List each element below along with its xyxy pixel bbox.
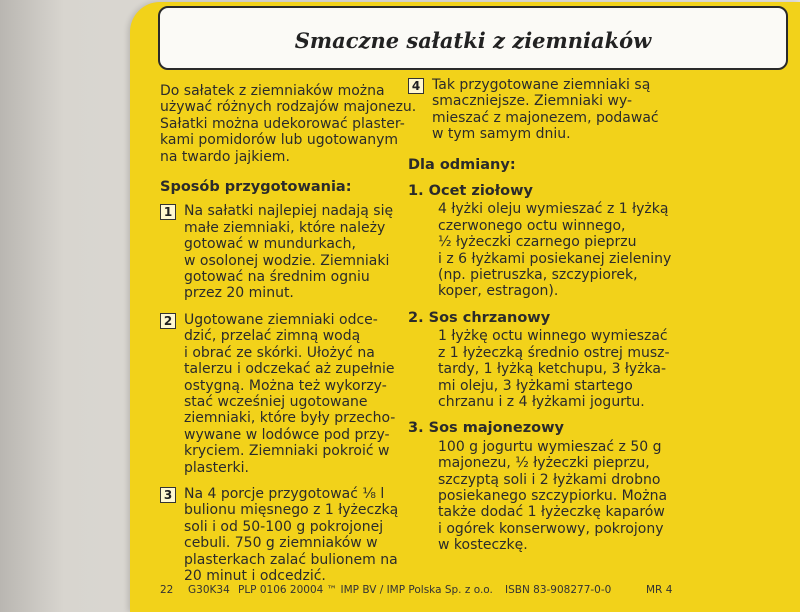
left-column [160, 83, 417, 594]
step-line: małe ziemniaki, które należy [184, 219, 386, 236]
variant-line: 1 łyżkę octu winnego wymieszać [438, 328, 668, 345]
isbn: ISBN 83-908277-0-0 [505, 584, 612, 596]
variant-line: koper, estragon). [438, 283, 559, 300]
variant-body [408, 328, 793, 410]
step-line: w tym samym dniu. [432, 126, 571, 143]
intro-line: używać różnych rodzajów majonezu. [160, 99, 417, 116]
step-line: bulionu mięsnego z 1 łyżeczką [184, 502, 399, 519]
variant-line: (np. pietruszka, szczypiorek, [438, 267, 638, 284]
step-3 [160, 486, 400, 584]
mr-code: MR 4 [646, 584, 673, 596]
variant-title: 2. Sos chrzanowy [408, 309, 551, 326]
step-line: wywane w lodówce pod przy- [184, 426, 390, 443]
variant-line: ½ łyżeczki czarnego pieprzu [438, 234, 637, 251]
variant-line: czerwonego octu winnego, [438, 217, 626, 234]
variant-body [408, 201, 793, 299]
step-line: soli i od 50-100 g pokrojonej [184, 518, 384, 535]
variant-title: 3. Sos majonezowy [408, 420, 564, 437]
variant-line: 100 g jogurtu wymieszać z 50 g [438, 438, 662, 455]
variant-line: mi oleju, 3 łyżkami startego [438, 377, 633, 394]
variant-line: szczyptą soli i 2 łyżkami drobno [438, 471, 661, 488]
step-line: smaczniejsze. Ziemniaki wy- [432, 93, 633, 110]
step-number-box: 4 [408, 78, 424, 94]
variant-line: i ogórek konserwowy, pokrojony [438, 520, 664, 537]
variant-body [408, 439, 793, 554]
variant-2 [408, 310, 793, 410]
step-line: przez 20 minut. [184, 285, 294, 302]
step-line: ostygną. Można też wykorzy- [184, 377, 387, 394]
publisher-line: PLP 0106 20004 ™ IMP BV / IMP Polska Sp. z o.o. [238, 584, 493, 596]
step-line: gotować na średnim ogniu [184, 269, 370, 286]
variants-heading: Dla odmiany: [408, 156, 516, 173]
variant-line: chrzanu i z 4 łyżkami jogurtu. [438, 393, 645, 410]
variant-line: tardy, 1 łyżką ketchupu, 3 łyżka- [438, 361, 667, 378]
variant-3 [408, 420, 793, 553]
variant-line: majonezu, ½ łyżeczki pieprzu, [438, 455, 650, 472]
page-title: Smaczne sałatki z ziemniaków [294, 28, 652, 53]
step-2 [160, 312, 400, 476]
variant-line: posiekanego szczypiorku. Można [438, 487, 668, 504]
step-line: mieszać z majonezem, podawać [432, 109, 659, 126]
step-line: 20 minut i odcedzić. [184, 567, 326, 584]
step-number-box: 3 [160, 487, 176, 503]
step-line: Na sałatki najlepiej nadają się [184, 203, 394, 220]
step-number-box: 2 [160, 313, 176, 329]
step-line: dzić, przelać zimną wodą [184, 328, 361, 345]
variant-line: także dodać 1 łyżeczkę kaparów [438, 504, 665, 521]
intro-line: kami pomidorów lub ugotowanym [160, 132, 399, 149]
method-heading: Sposób przygotowania: [160, 179, 352, 196]
step-number-box: 1 [160, 204, 176, 220]
step-line: gotować w mundurkach, [184, 236, 356, 253]
step-line: plasterkach zalać bulionem na [184, 551, 398, 568]
step-1 [160, 203, 400, 301]
intro-line: na twardo jajkiem. [160, 148, 290, 165]
step-line: ziemniaki, które były przecho- [184, 410, 396, 427]
step-line: Tak przygotowane ziemniaki są [432, 77, 651, 93]
intro-line: Do sałatek z ziemniaków można [160, 83, 385, 99]
step-line: stać wcześniej ugotowane [184, 393, 368, 410]
variant-line: i z 6 łyżkami posiekanej zieleniny [438, 250, 672, 267]
step-line: i obrać ze skórki. Ułożyć na [184, 344, 375, 361]
right-column [408, 77, 793, 560]
variant-title: 1. Ocet ziołowy [408, 183, 533, 200]
variant-1 [408, 183, 793, 300]
step-4 [408, 77, 793, 143]
step-line: w osolonej wodzie. Ziemniaki [184, 252, 390, 269]
variant-line: 4 łyżki oleju wymieszać z 1 łyżką [438, 201, 669, 218]
intro-line: Sałatki można udekorować plaster- [160, 115, 405, 132]
page-number: 22 [160, 584, 174, 596]
step-line: plasterki. [184, 459, 249, 476]
step-line: cebuli. 750 g ziemniaków w [184, 535, 378, 552]
product-code: G30K34 [188, 584, 230, 596]
title-box [158, 6, 788, 70]
step-line: kryciem. Ziemniaki pokroić w [184, 443, 390, 460]
step-line: Ugotowane ziemniaki odce- [184, 311, 378, 328]
variant-line: w kosteczkę. [438, 537, 528, 554]
step-line: Na 4 porcje przygotować ⅛ l [184, 485, 385, 502]
intro-paragraph [160, 83, 417, 165]
step-line: talerzu i odczekać aż zupełnie [184, 361, 395, 378]
variant-line: z 1 łyżeczką średnio ostrej musz- [438, 344, 670, 361]
